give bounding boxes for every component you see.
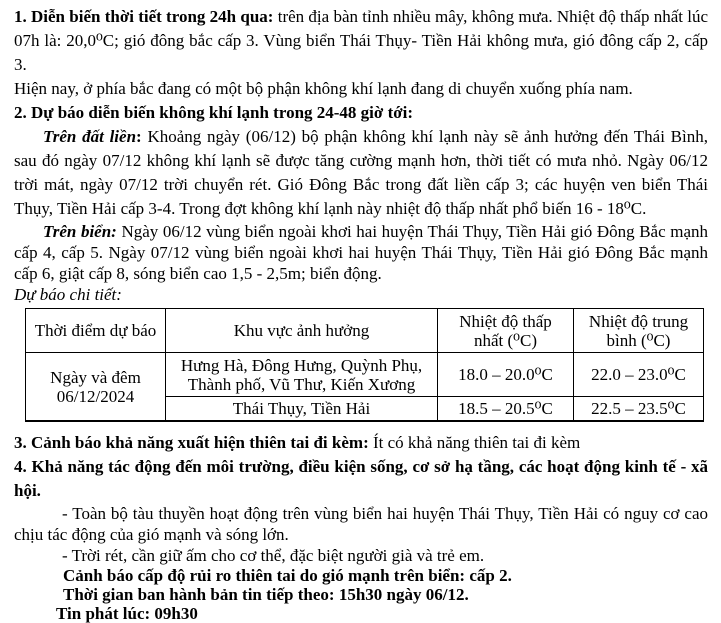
- detail-forecast-caption: Dự báo chi tiết:: [14, 285, 122, 304]
- section3-paragraph: [14, 431, 708, 455]
- land-colon: :: [136, 127, 142, 146]
- section1-heading: 1. Diễn biến thời tiết trong 24h qua:: [14, 7, 274, 26]
- issued-time-line: Tin phát lúc: 09h30: [56, 604, 198, 623]
- section3-heading: 3. Cảnh báo khả năng xuất hiện thiên tai đi kèm:: [14, 433, 369, 452]
- cell-min-temp: 18.0 – 20.0⁰C: [438, 353, 574, 397]
- cell-region: Hưng Hà, Đông Hưng, Quỳnh Phụ, Thành phố, Vũ Thư, Kiến Xương: [166, 353, 438, 397]
- section2-sea-paragraph: [14, 221, 708, 284]
- table-row: [26, 353, 704, 397]
- weather-bulletin: [14, 5, 708, 623]
- sea-body-text: Ngày 06/12 vùng biển ngoài khơi hai huyện Thái Thụy, Tiền Hải gió Đông Bắc mạnh cấp 4, cấp 5. Ngày 07/12 vùng biển ngoài khơi hai huyện Thái Thụy, Tiền Hải gió Đông Bắc mạnh cấp 6, giật cấp 8, sóng biển cao 1,5 - 2,5m; biển động.: [14, 222, 708, 283]
- section1-body-text: trên địa bàn tỉnh nhiều mây, không mưa. Nhiệt độ thấp nhất lúc 07h là: 20,0⁰C; gió đông bắc cấp 3. Vùng biển Thái Thụy- Tiền Hải không mưa, gió đông cấp 2, cấp 3.: [14, 7, 708, 74]
- land-label: Trên đất liền: [43, 127, 137, 146]
- detail-forecast-table: [25, 308, 704, 422]
- cell-avg-temp: 22.0 – 23.0⁰C: [574, 353, 704, 397]
- header-affected-area: Khu vực ảnh hưởng: [166, 309, 438, 353]
- section4-heading: 4. Khả năng tác động đến môi trường, điều kiện sống, cơ sở hạ tầng, các hoạt động kinh tế - xã hội.: [14, 457, 708, 500]
- impact-bullet-vessels: - Toàn bộ tàu thuyền hoạt động trên vùng biển hai huyện Thái Thụy, Tiền Hải có nguy cơ cao chịu tác động của gió mạnh và sóng lớn.: [14, 504, 708, 544]
- cell-avg-temp: 22.5 – 23.5⁰C: [574, 397, 704, 422]
- header-forecast-time: Thời điểm dự báo: [26, 309, 166, 353]
- impact-bullet-cold: - Trời rét, cần giữ ấm cho cơ thể, đặc biệt người già và trẻ em.: [62, 546, 485, 565]
- land-body-text: Khoảng ngày (06/12) bộ phận không khí lạnh này sẽ ảnh hưởng đến Thái Bình, sau đó ngày 07/12 không khí lạnh sẽ được tăng cường mạnh hơn, thời tiết có mưa nhỏ. Ngày 06/12 trời mát, ngày 07/12 trời chuyển rét. Gió Đông Bắc trong đất liền cấp 3; các huyện ven biển Thái Thụy, Tiền Hải cấp 3-4. Trong đợt không khí lạnh này nhiệt độ thấp nhất phổ biến 16 - 18⁰C.: [14, 127, 708, 218]
- cell-forecast-time: Ngày và đêm 06/12/2024: [26, 353, 166, 422]
- section3-body-text: Ít có khả năng thiên tai đi kèm: [368, 433, 581, 452]
- risk-level-line: Cảnh báo cấp độ rủi ro thiên tai do gió mạnh trên biển: cấp 2.: [63, 566, 512, 585]
- cell-min-temp: 18.5 – 20.5⁰C: [438, 397, 574, 422]
- section2-land-paragraph: [14, 125, 708, 221]
- cell-region: Thái Thụy, Tiền Hải: [166, 397, 438, 422]
- sea-label: Trên biển:: [43, 222, 117, 241]
- section2-heading: 2. Dự báo diễn biến không khí lạnh trong 24-48 giờ tới:: [14, 103, 414, 122]
- table-header-row: [26, 309, 704, 353]
- header-min-temp: Nhiệt độ thấp nhất (⁰C): [438, 309, 574, 353]
- next-bulletin-line: Thời gian ban hành bản tin tiếp theo: 15h30 ngày 06/12.: [63, 585, 469, 604]
- header-avg-temp: Nhiệt độ trung bình (⁰C): [574, 309, 704, 353]
- section1-note: Hiện nay, ở phía bắc đang có một bộ phận không khí lạnh đang di chuyển xuống phía nam.: [14, 79, 633, 98]
- section1-paragraph: [14, 5, 708, 77]
